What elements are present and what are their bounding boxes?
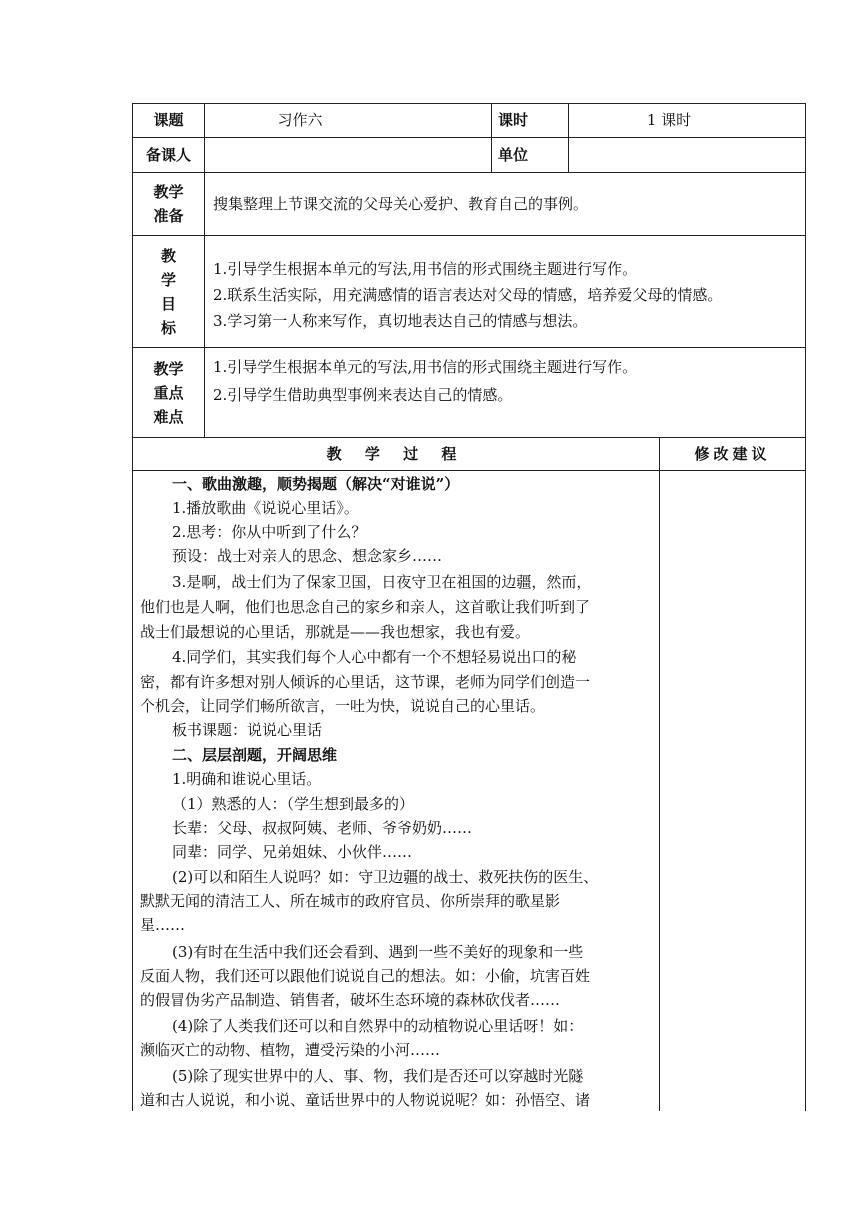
process-line: 4.同学们，其实我们每个人心中都有一个不想轻易说出口的秘: [172, 648, 577, 666]
process-line: (3)有时在生活中我们还会看到、遇到一些不美好的现象和一些: [172, 943, 584, 961]
goal-item: 2.联系生活实际，用充满感情的语言表达对父母的情感，培养爱父母的情感。: [213, 286, 723, 304]
process-line: 预设：战士对亲人的思念、想念家乡……: [172, 547, 443, 565]
process-header: 教 学 过 程: [326, 445, 466, 463]
process-line: 1.明确和谁说心里话。: [172, 770, 322, 788]
period-value: 1 课时: [646, 111, 692, 129]
process-line: 2.思考：你从中听到了什么？: [172, 523, 367, 541]
process-line: 密，都有许多想对别人倾诉的心里话，这节课，老师为同学们创造一: [140, 673, 591, 691]
goals-label-line: 教: [160, 246, 176, 265]
goals-label-line: 学: [160, 270, 176, 289]
process-line: 默默无闻的清洁工人、所在城市的政府官员、你所崇拜的歌星影: [140, 892, 561, 910]
goal-item: 3.学习第一人称来写作，真切地表达自己的情感与想法。: [213, 312, 588, 330]
topic-value: 习作六: [277, 111, 323, 129]
revise-header: 修改建议: [694, 445, 771, 463]
process-line: 同辈：同学、兄弟姐妹、小伙伴……: [172, 843, 413, 861]
focus-label-line: 教学: [153, 359, 184, 378]
unit-label: 单位: [498, 146, 529, 164]
focus-label: [133, 348, 204, 437]
process-line: 1.播放歌曲《说说心里话》。: [172, 499, 359, 517]
focus-label-line: 难点: [153, 407, 184, 426]
goal-item: 1.引导学生根据本单元的写法,用书信的形式围绕主题进行写作。: [213, 260, 638, 278]
process-line: 板书课题：说说心里话: [172, 721, 323, 739]
prep-label-line: 教学: [153, 183, 184, 201]
process-line: （1）熟悉的人：（学生想到最多的）: [172, 795, 415, 813]
process-line: 3.是啊，战士们为了保家卫国，日夜守卫在祖国的边疆，然而，: [172, 573, 592, 591]
goals-label-line: 目: [160, 294, 176, 313]
prep-label: [133, 173, 204, 235]
unit-value: [569, 138, 805, 172]
preparer-value: [205, 138, 491, 172]
goals-label: [133, 236, 204, 347]
section-heading: 一、歌曲激趣，顺势揭题（解决“对谁说”）: [172, 475, 460, 493]
prep-content: 搜集整理上节课交流的父母关心爱护、教育自己的事例。: [213, 195, 589, 213]
topic-label: 课题: [153, 111, 184, 129]
process-line: 个机会，让同学们畅所欲言，一吐为快，说说自己的心里话。: [140, 697, 546, 715]
process-line: 战士们最想说的心里话，那就是——我也想家，我也有爱。: [140, 623, 531, 641]
process-line: 星……: [140, 916, 186, 934]
process-line: (2)可以和陌生人说吗？如：守卫边疆的战士、救死扶伤的医生、: [172, 868, 599, 886]
period-label: 课时: [498, 111, 529, 129]
section-heading: 二、层层剖题，开阔思维: [172, 746, 338, 764]
process-line: 反面人物，我们还可以跟他们说说自己的想法。如：小偷，坑害百姓: [140, 967, 591, 985]
process-line: 长辈：父母、叔叔阿姨、老师、爷爷奶奶……: [172, 819, 473, 837]
process-line: (5)除了现实世界中的人、事、物，我们是否还可以穿越时光隧: [172, 1067, 584, 1085]
focus-label-line: 重点: [153, 383, 184, 402]
focus-item: 1.引导学生根据本单元的写法,用书信的形式围绕主题进行写作。: [213, 358, 638, 376]
focus-item: 2.引导学生借助典型事例来表达自己的情感。: [213, 386, 513, 404]
prep-label-line: 准备: [153, 207, 184, 225]
process-line: (4)除了人类我们还可以和自然界中的动植物说心里话呀！如：: [172, 1017, 584, 1035]
preparer-label: 备课人: [145, 146, 191, 164]
process-line: 的假冒伪劣产品制造、销售者，破坏生态环境的森林砍伐者……: [140, 991, 561, 1009]
process-line: 他们也是人啊，他们也思念自己的家乡和亲人，这首歌让我们听到了: [140, 598, 591, 616]
goals-label-line: 标: [160, 318, 176, 337]
process-line: 道和古人说说，和小说、童话世界中的人物说说呢？如：孙悟空、诸: [140, 1091, 591, 1109]
process-line: 濒临灭亡的动物、植物，遭受污染的小河……: [140, 1041, 441, 1059]
revise-column: [660, 471, 805, 1111]
